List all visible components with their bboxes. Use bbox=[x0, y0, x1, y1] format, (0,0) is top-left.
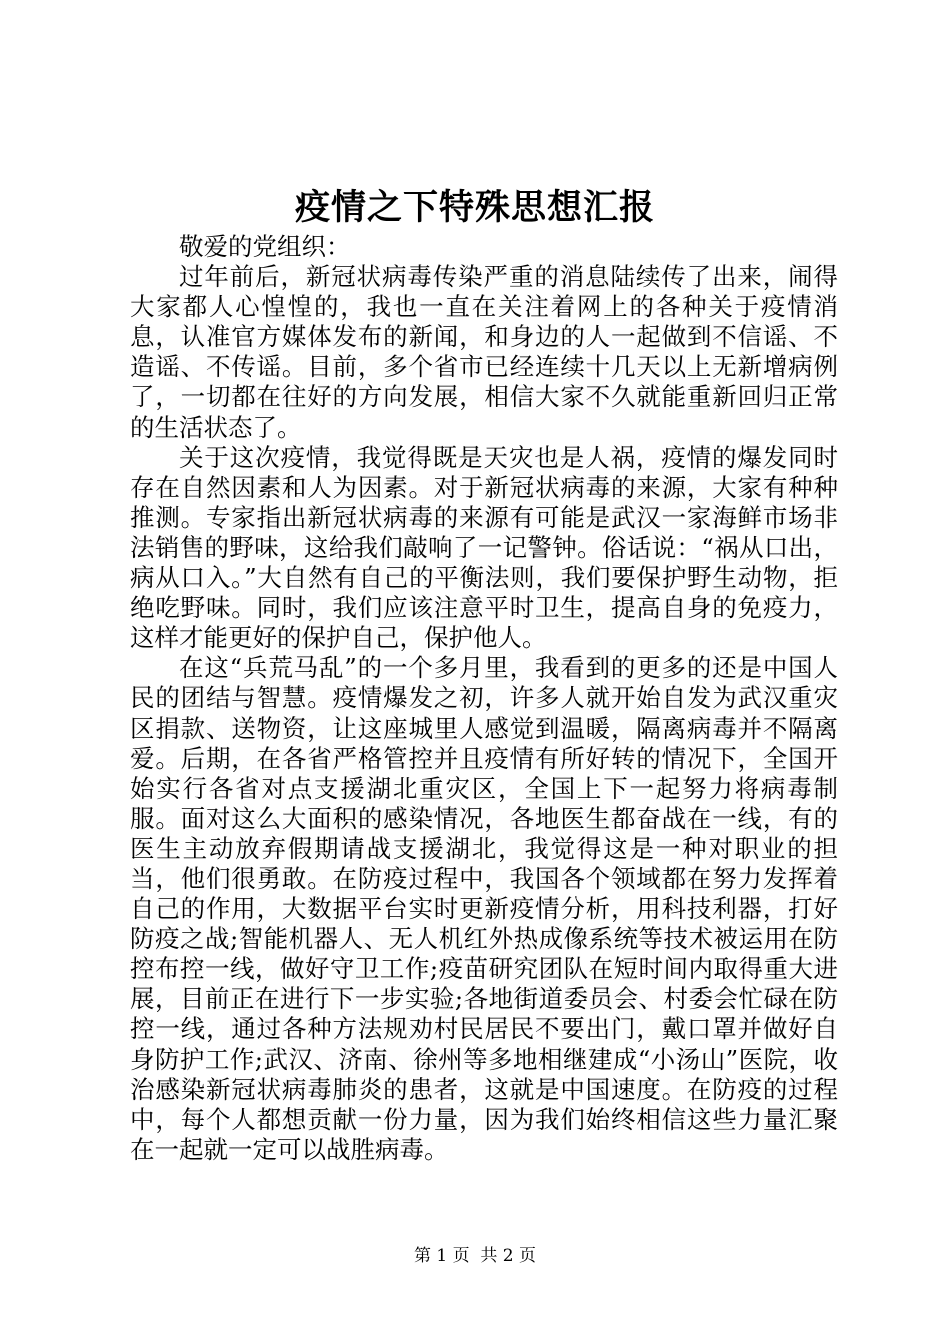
paragraph-3: 在这“兵荒马乱”的一个多月里，我看到的更多的还是中国人民的团结与智慧。疫情爆发之初，许多人就开始自发为武汉重灾区捐款、送物资，让这座城里人感觉到温暖，隔离病毒并不隔离爱。后期，在各省严格管控并且疫情有所好转的情况下，全国开始实行各省对点支援湖北重灾区，全国上下一起努力将病毒制服。面对这么大面积的感染情况，各地医生都奋战在一线，有的医生主动放弃假期请战支援湖北，我觉得这是一种对职业的担当，他们很勇敢。在防疫过程中，我国各个领域都在努力发挥着自己的作用，大数据平台实时更新疫情分析，用科技利器，打好防疫之战;智能机器人、无人机红外热成像系统等技术被运用在防控布控一线，做好守卫工作;疫苗研究团队在短时间内取得重大进展，目前正在进行下一步实验;各地街道委员会、村委会忙碌在防控一线，通过各种方法规劝村民居民不要出门，戴口罩并做好自身防护工作;武汉、济南、徐州等多地相继建成“小汤山”医院，收治感染新冠状病毒肺炎的患者，这就是中国速度。在防疫的过程中，每个人都想贡献一份力量，因为我们始终相信这些力量汇聚在一起就一定可以战胜病毒。 bbox=[130, 653, 838, 1164]
page-footer bbox=[0, 1244, 950, 1268]
footer-spacer bbox=[470, 1246, 481, 1266]
paragraph-1: 过年前后，新冠状病毒传染严重的消息陆续传了出来，闹得大家都人心惶惶的，我也一直在关注着网上的各种关于疫情消息，认准官方媒体发布的新闻，和身边的人一起做到不信谣、不造谣、不传谣。目前，多个省市已经连续十几天以上无新增病例了，一切都在往好的方向发展，相信大家不久就能重新回归正常的生活状态了。 bbox=[130, 262, 838, 442]
salutation: 敬爱的党组织： bbox=[179, 232, 351, 261]
paragraph-2: 关于这次疫情，我觉得既是天灾也是人祸，疫情的爆发同时存在自然因素和人为因素。对于新冠状病毒的来源，大家有种种推测。专家指出新冠状病毒的来源有可能是武汉一家海鲜市场非法销售的野味，这给我们敲响了一记警钟。俗话说：“祸从口出，病从口入。”大自然有自己的平衡法则，我们要保护野生动物，拒绝吃野味。同时，我们应该注意平时卫生，提高自身的免疫力，这样才能更好的保护自己，保护他人。 bbox=[130, 442, 838, 653]
document-body bbox=[130, 232, 838, 1165]
page-number: 第 1 页 bbox=[413, 1246, 470, 1266]
document-title: 疫情之下特殊思想汇报 bbox=[294, 187, 655, 228]
page-total: 共 2 页 bbox=[480, 1246, 537, 1266]
